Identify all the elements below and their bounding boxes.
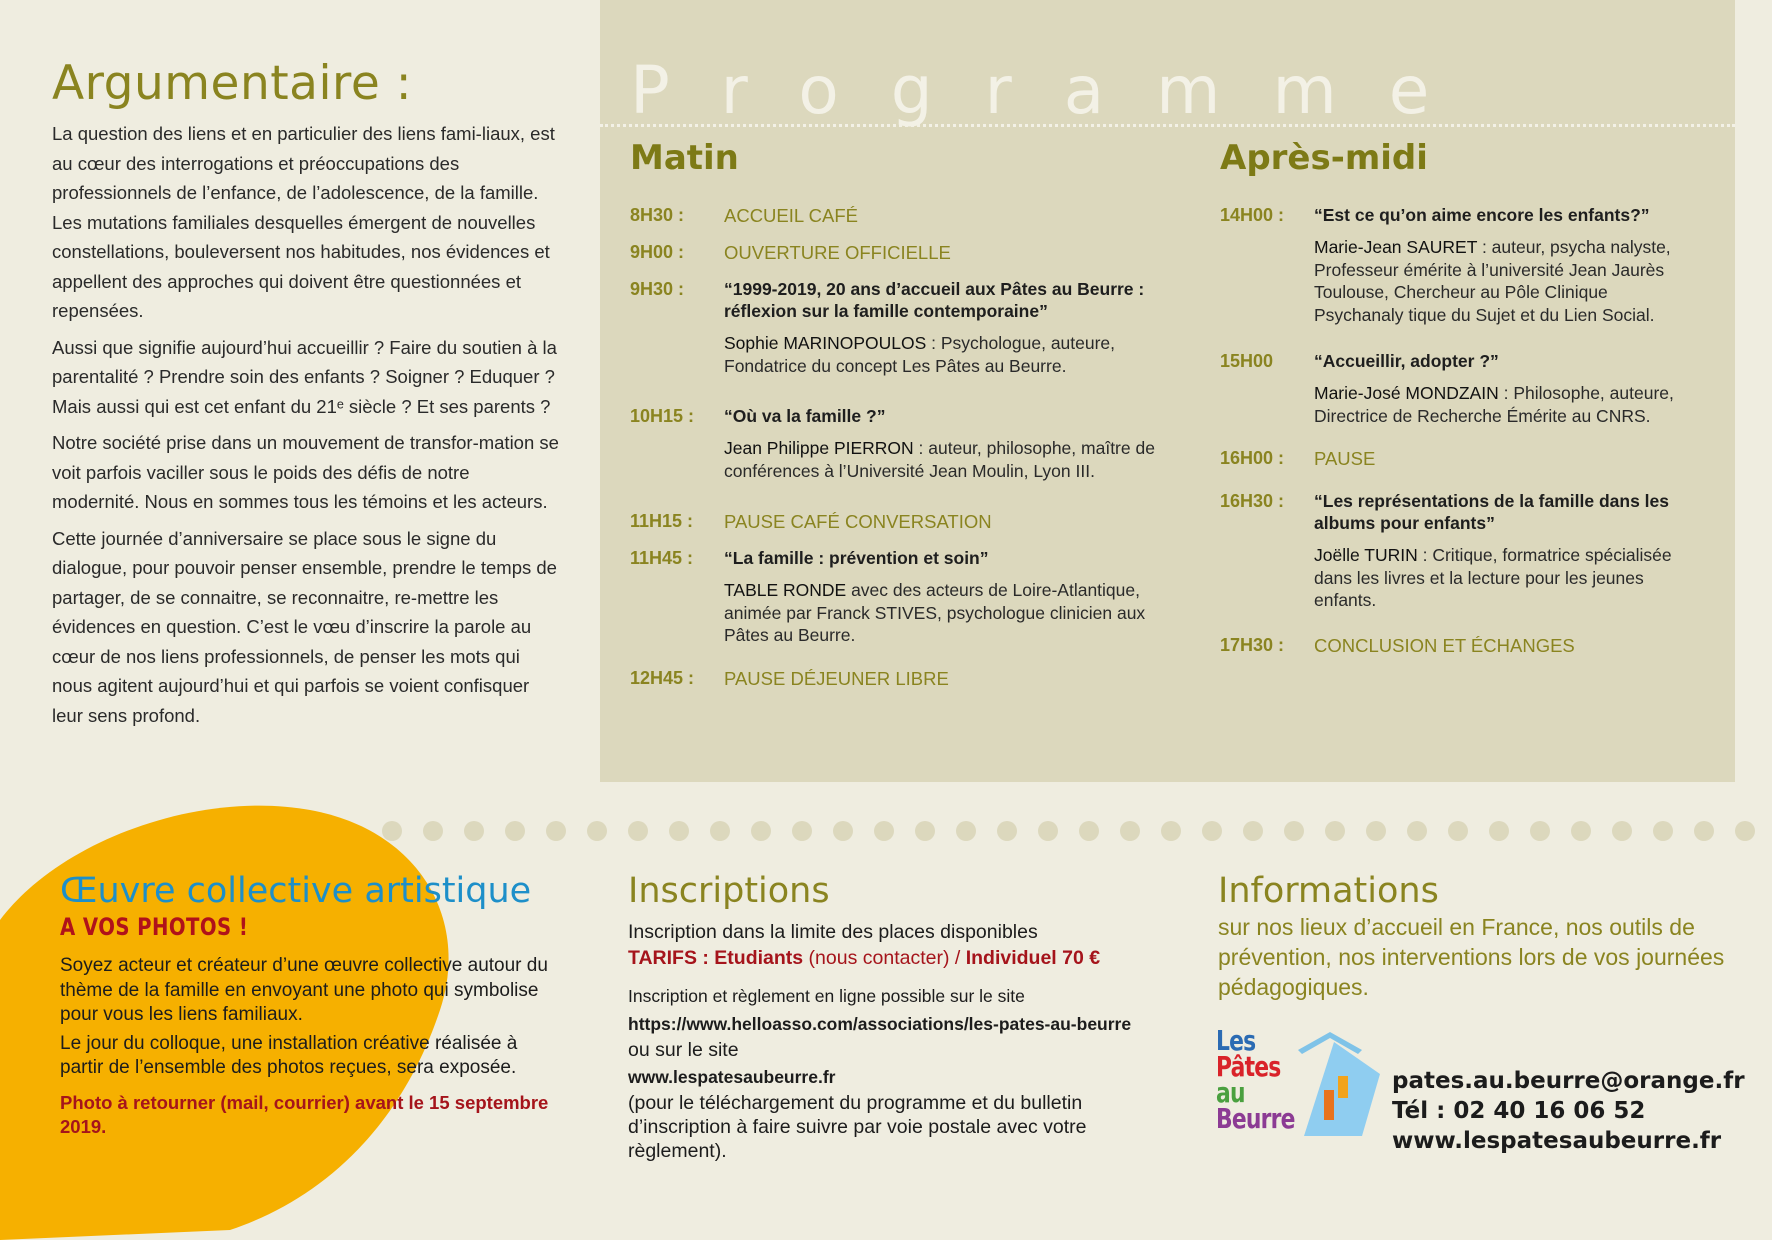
schedule-slot bbox=[1220, 350, 1700, 427]
slot-title: “Où va la famille ?” bbox=[724, 406, 886, 426]
logo-line bbox=[1216, 1102, 1295, 1135]
argumentaire-paragraph: Notre société prise dans un mouvement de transfor-mation se voit parfois vaciller sous le poids des défis de notre modernité. Nous en sommes tous les témoins et les acteurs. bbox=[52, 432, 559, 512]
separator-dot bbox=[1161, 821, 1181, 841]
slot-time: 11H15 : bbox=[630, 511, 694, 531]
inscriptions-or-site: ou sur le site bbox=[628, 1039, 739, 1061]
tarifs-individuel: Individuel 70 € bbox=[965, 947, 1101, 969]
logo-word: au bbox=[1216, 1076, 1245, 1109]
dotted-separator-dots bbox=[378, 820, 1772, 842]
inscriptions-section bbox=[628, 870, 1188, 1163]
separator-dot bbox=[1120, 821, 1140, 841]
speaker-name: Jean Philippe PIERRON bbox=[724, 438, 914, 458]
apres-midi-heading: Après-midi bbox=[1220, 138, 1428, 178]
inscriptions-tarifs bbox=[628, 945, 1188, 972]
separator-dot bbox=[587, 821, 607, 841]
slot-label: OUVERTURE OFFICIELLE bbox=[724, 242, 951, 263]
informations-title: Informations bbox=[1218, 871, 1439, 911]
argumentaire-section bbox=[52, 56, 562, 737]
speaker-name: TABLE RONDE bbox=[724, 580, 847, 600]
slot-description bbox=[1314, 382, 1700, 427]
oeuvre-subtitle: A VOS PHOTOS ! bbox=[60, 913, 249, 941]
separator-dot bbox=[1079, 821, 1099, 841]
separator-dot bbox=[833, 821, 853, 841]
inscriptions-note: (pour le téléchargement du programme et du bulletin d’inscription à faire suivre par voie postale avec votre règlement). bbox=[628, 1092, 1087, 1162]
separator-dot bbox=[1653, 821, 1673, 841]
separator-dot bbox=[1489, 821, 1509, 841]
slot-description bbox=[1314, 236, 1700, 326]
schedule-slot bbox=[1220, 204, 1700, 326]
slot-time: 17H30 : bbox=[1220, 634, 1285, 655]
slot-time: 8H30 : bbox=[630, 205, 685, 225]
logo-word: Pâtes bbox=[1216, 1050, 1281, 1083]
separator-dot bbox=[1448, 821, 1468, 841]
matin-column bbox=[630, 138, 1190, 704]
separator-dot bbox=[792, 821, 812, 841]
slot-label: PAUSE CAFÉ CONVERSATION bbox=[724, 511, 992, 532]
separator-dot bbox=[1284, 821, 1304, 841]
logo-word: Les bbox=[1216, 1024, 1256, 1057]
slot-description bbox=[724, 332, 1190, 377]
argumentaire-paragraph: La question des liens et en particulier des liens fami-liaux, est au cœur des interrogations et préoccupations des professionnels de l’enfance, de l’adolescence, de la famille. Les mutations familiales desquelles émergent de nouvelles constellations, bouleversent nos habitudes, nos évidences et appellent des approches qui doivent être questionnées et repensées. bbox=[52, 123, 555, 321]
tarifs-contact: (nous contacter) / bbox=[803, 947, 966, 969]
helloasso-link[interactable]: https://www.helloasso.com/associations/les-pates-au-beurre bbox=[628, 1014, 1132, 1034]
schedule-slot bbox=[630, 278, 1190, 377]
schedule-slot bbox=[630, 405, 1190, 482]
slot-label: CONCLUSION ET ÉCHANGES bbox=[1314, 634, 1575, 656]
separator-dot bbox=[751, 821, 771, 841]
slot-time: 9H30 : bbox=[630, 279, 685, 299]
speaker-name: Marie-José MONDZAIN bbox=[1314, 383, 1499, 403]
slot-description bbox=[724, 437, 1190, 482]
slot-time: 16H30 : bbox=[1220, 491, 1285, 511]
slot-time: 16H00 : bbox=[1220, 448, 1285, 468]
slot-title: “Est ce qu’on aime encore les enfants?” bbox=[1314, 205, 1650, 225]
speaker-description: : auteur, psycha nalyste, Professeur émérite à l’université Jean Jaurès Toulouse, Chercheur au Pôle Clinique Psychanaly tique du Sujet et du Lien Social. bbox=[1314, 237, 1671, 325]
separator-dot bbox=[464, 821, 484, 841]
separator-dot bbox=[423, 821, 443, 841]
les-pates-au-beurre-logo bbox=[1212, 1024, 1382, 1158]
separator-dot bbox=[1571, 821, 1591, 841]
separator-dot bbox=[956, 821, 976, 841]
schedule-slot bbox=[1220, 447, 1700, 470]
slot-time: 12H45 : bbox=[630, 667, 695, 688]
tarifs-label: TARIFS : Etudiants bbox=[628, 947, 804, 969]
schedule-slot bbox=[1220, 490, 1700, 612]
slot-title: “1999-2019, 20 ans d’accueil aux Pâtes au Beurre : réflexion sur la famille contemporaine” bbox=[724, 279, 1145, 321]
slot-label: PAUSE bbox=[1314, 448, 1376, 469]
oeuvre-paragraph: Soyez acteur et créateur d’une œuvre collective autour du thème de la famille en envoyant une photo qui symbolise pour vous les liens familiaux. bbox=[60, 955, 548, 1025]
schedule-slot bbox=[630, 510, 1190, 533]
separator-dot bbox=[874, 821, 894, 841]
programme-dotted-divider bbox=[600, 124, 1735, 127]
logo-word: Beurre bbox=[1216, 1102, 1295, 1135]
oeuvre-section bbox=[60, 870, 565, 1144]
separator-dot bbox=[997, 821, 1017, 841]
separator-dot bbox=[1325, 821, 1345, 841]
slot-time: 14H00 : bbox=[1220, 205, 1285, 225]
separator-dot bbox=[1530, 821, 1550, 841]
matin-heading: Matin bbox=[630, 138, 739, 178]
oeuvre-title: Œuvre collective artistique bbox=[60, 871, 532, 911]
schedule-slot bbox=[630, 667, 1190, 690]
schedule-slot bbox=[630, 204, 1190, 227]
separator-dot bbox=[1202, 821, 1222, 841]
dotted-separator bbox=[378, 820, 1772, 842]
logo-wordmark bbox=[1216, 1024, 1295, 1135]
separator-dot bbox=[1735, 821, 1755, 841]
separator-dot bbox=[505, 821, 525, 841]
programme-title: Programme bbox=[630, 52, 1482, 129]
separator-dot bbox=[915, 821, 935, 841]
slot-description bbox=[1314, 544, 1700, 612]
separator-dot bbox=[1694, 821, 1714, 841]
slot-time: 11H45 : bbox=[630, 548, 694, 568]
schedule-slot bbox=[630, 241, 1190, 264]
speaker-name: Joëlle TURIN bbox=[1314, 545, 1418, 565]
speaker-description: : auteur, philosophe, maître de conférences à l’Université Jean Moulin, Lyon III. bbox=[724, 438, 1155, 481]
separator-dot bbox=[628, 821, 648, 841]
separator-dot bbox=[1612, 821, 1632, 841]
website-link[interactable]: www.lespatesaubeurre.fr bbox=[628, 1067, 836, 1087]
phone-number: Tél : 02 40 16 06 52 bbox=[1392, 1098, 1646, 1124]
argumentaire-paragraph: Aussi que signifie aujourd’hui accueillir ? Faire du soutien à la parentalité ? Prendre soin des enfants ? Soigner ? Eduquer ? Mais aussi qui est cet enfant du 21ᵉ siècle ? Et ses parents ? bbox=[52, 336, 557, 417]
slot-label: ACCUEIL CAFÉ bbox=[724, 205, 858, 226]
speaker-name: Marie-Jean SAURET bbox=[1314, 237, 1478, 257]
schedule-slot bbox=[1220, 634, 1700, 657]
informations-section bbox=[1218, 870, 1758, 1002]
argumentaire-paragraph: Cette journée d’anniversaire se place sous le signe du dialogue, pour pouvoir penser ensemble, prendre le temps de partager, de se connaitre, se reconnaitre, re-mettre les évidences en question. C’est le vœu d’inscrire la parole au cœur de nos liens professionnels, de penser les mots qui nous agitent aujourd’hui et qui parfois se voient confisquer leur sens profond. bbox=[52, 527, 557, 726]
oeuvre-deadline: Photo à retourner (mail, courrier) avant le 15 septembre 2019. bbox=[60, 1091, 549, 1137]
contact-block bbox=[1392, 1066, 1745, 1156]
email-link[interactable]: pates.au.beurre@orange.fr bbox=[1392, 1068, 1745, 1094]
slot-title: “Les représentations de la famille dans les albums pour enfants” bbox=[1314, 491, 1669, 533]
separator-dot bbox=[546, 821, 566, 841]
slot-time: 15H00 bbox=[1220, 351, 1274, 371]
separator-dot bbox=[1366, 821, 1386, 841]
schedule-slot bbox=[630, 547, 1190, 647]
slot-time: 9H00 : bbox=[630, 242, 685, 262]
slot-title: “La famille : prévention et soin” bbox=[724, 548, 989, 568]
separator-dot bbox=[1243, 821, 1263, 841]
programme-panel bbox=[600, 0, 1735, 782]
speaker-description: avec des acteurs de Loire-Atlantique, animée par Franck STIVES, psychologue clinicien aux Pâtes au Beurre. bbox=[724, 580, 1146, 645]
speaker-name: Sophie MARINOPOULOS bbox=[724, 333, 927, 353]
inscriptions-title: Inscriptions bbox=[628, 871, 830, 911]
oeuvre-paragraph: Le jour du colloque, une installation créative réalisée à partir de l’ensemble des photos reçues, sera exposée. bbox=[60, 1032, 518, 1078]
slot-title: “Accueillir, adopter ?” bbox=[1314, 351, 1499, 371]
separator-dot bbox=[669, 821, 689, 841]
speaker-description: : Psychologue, auteure, Fondatrice du concept Les Pâtes au Beurre. bbox=[724, 333, 1116, 376]
informations-text: sur nos lieux d’accueil en France, nos outils de prévention, nos interventions lors de vos journées pédagogiques. bbox=[1218, 914, 1725, 1000]
speaker-description: : Critique, formatrice spécialisée dans les livres et la lecture pour les jeunes enfants. bbox=[1314, 545, 1672, 610]
separator-dot bbox=[382, 821, 402, 841]
separator-dot bbox=[710, 821, 730, 841]
speaker-description: : Philosophe, auteure, Directrice de Recherche Émérite au CNRS. bbox=[1314, 383, 1674, 426]
slot-description bbox=[724, 579, 1190, 647]
slot-time: 10H15 : bbox=[630, 406, 695, 426]
inscriptions-online: Inscription et règlement en ligne possible sur le site bbox=[628, 986, 1025, 1006]
inscriptions-limit: Inscription dans la limite des places disponibles bbox=[628, 921, 1038, 943]
apres-midi-column bbox=[1220, 138, 1700, 671]
separator-dot bbox=[1407, 821, 1427, 841]
website-link[interactable]: www.lespatesaubeurre.fr bbox=[1392, 1128, 1722, 1154]
argumentaire-title: Argumentaire : bbox=[52, 56, 413, 111]
slot-label: PAUSE DÉJEUNER LIBRE bbox=[724, 667, 949, 689]
separator-dot bbox=[1038, 821, 1058, 841]
